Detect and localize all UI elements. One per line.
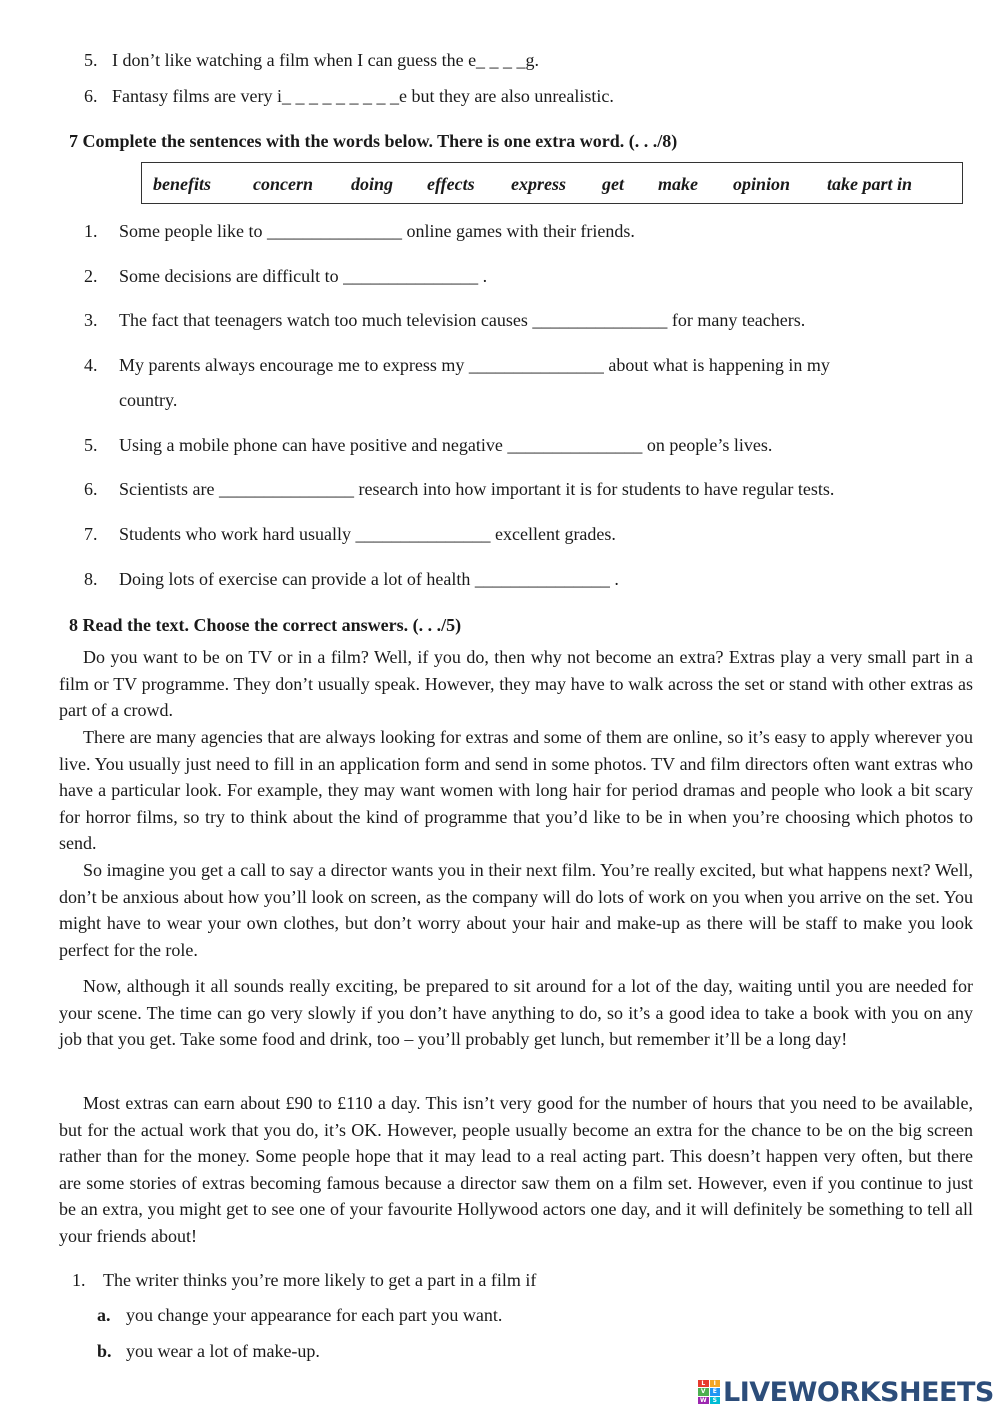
word-bank-item: benefits xyxy=(153,174,211,194)
sentence: I don’t like watching a film when I can guess the e_ _ _ _g. xyxy=(112,50,540,70)
item-number: 4. xyxy=(84,355,98,375)
sentence: Doing lots of exercise can provide a lot of health _______________ . xyxy=(119,569,619,589)
word-bank-item: concern xyxy=(253,174,313,194)
liveworksheets-logo xyxy=(698,1378,994,1406)
option-text[interactable]: you change your appearance for each part you want. xyxy=(126,1305,503,1325)
logo-mark-cell: E xyxy=(710,1388,721,1395)
word-bank-item: effects xyxy=(427,174,475,194)
item-number: 5. xyxy=(84,435,98,455)
question-number: 1. xyxy=(72,1270,86,1290)
reading-paragraph: So imagine you get a call to say a director wants you in their next film. You’re really excited, but what happens next? Well, don’t be anxious about how you’ll look on screen, as the company will do lots of work on you when you arrive on the set. You might have to wear your own clothes, but don’t worry about your hair and make-up as there will be staff to make you look perfect for the role. xyxy=(59,860,973,960)
option-text[interactable]: you wear a lot of make-up. xyxy=(126,1341,320,1361)
sentence: Scientists are _______________ research into how important it is for students to have regular tests. xyxy=(119,479,835,499)
sentence-continuation: country. xyxy=(119,390,178,410)
sentence: The fact that teenagers watch too much television causes _______________ for many teachers. xyxy=(119,310,806,330)
sentence: Using a mobile phone can have positive and negative _______________ on people’s lives. xyxy=(119,435,773,455)
sentence: Some decisions are difficult to _______________ . xyxy=(119,266,488,286)
option-letter: b. xyxy=(97,1341,112,1361)
reading-paragraph: Do you want to be on TV or in a film? Well, if you do, then why not become an extra? Extras play a very small part in a film or TV programme. They don’t usually speak. However, they may have to walk across the set or stand with other extras as part of a crowd. xyxy=(59,647,973,721)
logo-mark-cell: V xyxy=(698,1388,709,1395)
logo-mark-cell: L xyxy=(698,1380,709,1387)
item-number: 2. xyxy=(84,266,98,286)
sentence: Some people like to _______________ online games with their friends. xyxy=(119,221,635,241)
logo-mark-icon xyxy=(698,1380,720,1404)
item-number: 1. xyxy=(84,221,98,241)
option-letter: a. xyxy=(97,1305,111,1325)
item-number: 3. xyxy=(84,310,98,330)
word-bank-item: doing xyxy=(351,174,394,194)
word-bank-item: express xyxy=(511,174,566,194)
reading-paragraph: Now, although it all sounds really exciting, be prepared to sit around for a lot of the day, waiting until you are needed for your scene. The time can go very slowly if you don’t have anything to do, so it’s a good idea to take a book with you on any job that you get. Take some food and drink, too – you’ll probably get lunch, but remember it’ll be a long day! xyxy=(59,976,973,1050)
item-number: 6. xyxy=(84,479,98,499)
word-bank-item: take part in xyxy=(827,174,913,194)
word-bank-item: get xyxy=(602,174,624,194)
logo-text: LIVEWORKSHEETS xyxy=(723,1376,994,1408)
sentence: Students who work hard usually _______________ excellent grades. xyxy=(119,524,616,544)
logo-mark-cell: S xyxy=(710,1397,721,1404)
section-8-heading: 8 Read the text. Choose the correct answers. (. . ./5) xyxy=(69,615,462,635)
sentence: My parents always encourage me to express my _______________ about what is happening in my xyxy=(119,355,830,375)
item-number: 6. xyxy=(84,86,98,106)
word-bank xyxy=(141,162,963,204)
question-text: The writer thinks you’re more likely to get a part in a film if xyxy=(103,1270,537,1290)
word-bank-item: make xyxy=(658,174,698,194)
sentence: Fantasy films are very i_ _ _ _ _ _ _ _ _e but they are also unrealistic. xyxy=(112,86,614,106)
item-number: 8. xyxy=(84,569,98,589)
logo-mark-cell: I xyxy=(710,1380,721,1387)
logo-mark-cell: W xyxy=(699,1396,707,1404)
reading-paragraph: There are many agencies that are always looking for extras and some of them are online, so it’s easy to apply wherever you live. You usually just need to fill in an application form and send in some photos. TV and film directors often want extras who have a particular look. For example, they may want women with long hair for period dramas and people who look a bit scary for horror films, so try to think about the kind of programme that you’d like to be in when you’re choosing which photos to send. xyxy=(59,727,973,854)
word-bank-item: opinion xyxy=(733,174,791,194)
section-7-heading: 7 Complete the sentences with the words below. There is one extra word. (. . ./8) xyxy=(69,131,678,151)
reading-paragraph: Most extras can earn about £90 to £110 a day. This isn’t very good for the number of hours that you need to be available, but for the actual work that you do, it’s OK. However, people usually become an extra for the chance to be on the big screen rather than for the money. Some people hope that it may lead to a real acting part. This doesn’t happen very often, but there are some stories of extras becoming famous because a director saw them on a film set. However, even if you continue to just be an extra, you might get to see one of your favourite Hollywood actors one day, and it will definitely be something to tell all your friends about! xyxy=(59,1093,973,1246)
item-number: 7. xyxy=(84,524,98,544)
item-number: 5. xyxy=(84,50,98,70)
